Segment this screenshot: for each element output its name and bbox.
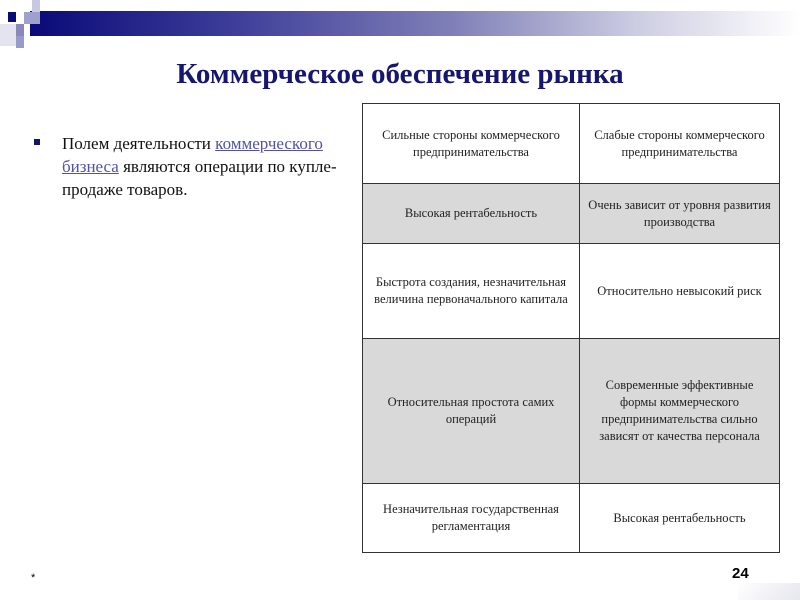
decor-square [8,12,16,22]
table-cell: Современные эффективные формы коммерческого предпринимательства сильно зависят от качества персонала [580,339,780,484]
corner-decoration [738,583,800,600]
header-gradient-bar [30,11,800,36]
table-cell: Высокая рентабельность [580,484,780,553]
bullet-text: Полем деятельности коммерческого бизнеса являются операции по купле-продаже товаров. [62,134,337,199]
slide-title: Коммерческое обеспечение рынка [176,58,624,90]
footer-star: * [31,572,36,584]
business-link[interactable]: коммерческого бизнеса [62,134,323,176]
decor-square [0,24,16,46]
table-cell: Высокая рентабельность [363,184,580,244]
bullet-icon [34,139,40,145]
decor-square [32,0,40,12]
header-strengths: Сильные стороны коммерческого предпринимательства [363,104,580,184]
decor-square [16,24,24,36]
decor-square [24,12,40,24]
page-number: 24 [732,565,749,582]
table-cell: Быстрота создания, незначительная величина первоначального капитала [363,244,580,339]
table-cell: Очень зависит от уровня развития производства [580,184,780,244]
table-cell: Незначительная государственная регламентация [363,484,580,553]
decor-square [16,36,24,48]
table-cell: Относительно невысокий риск [580,244,780,339]
table-cell: Относительная простота самих операций [363,339,580,484]
strengths-weaknesses-table [362,103,780,553]
header-weaknesses: Слабые стороны коммерческого предпринимательства [580,104,780,184]
